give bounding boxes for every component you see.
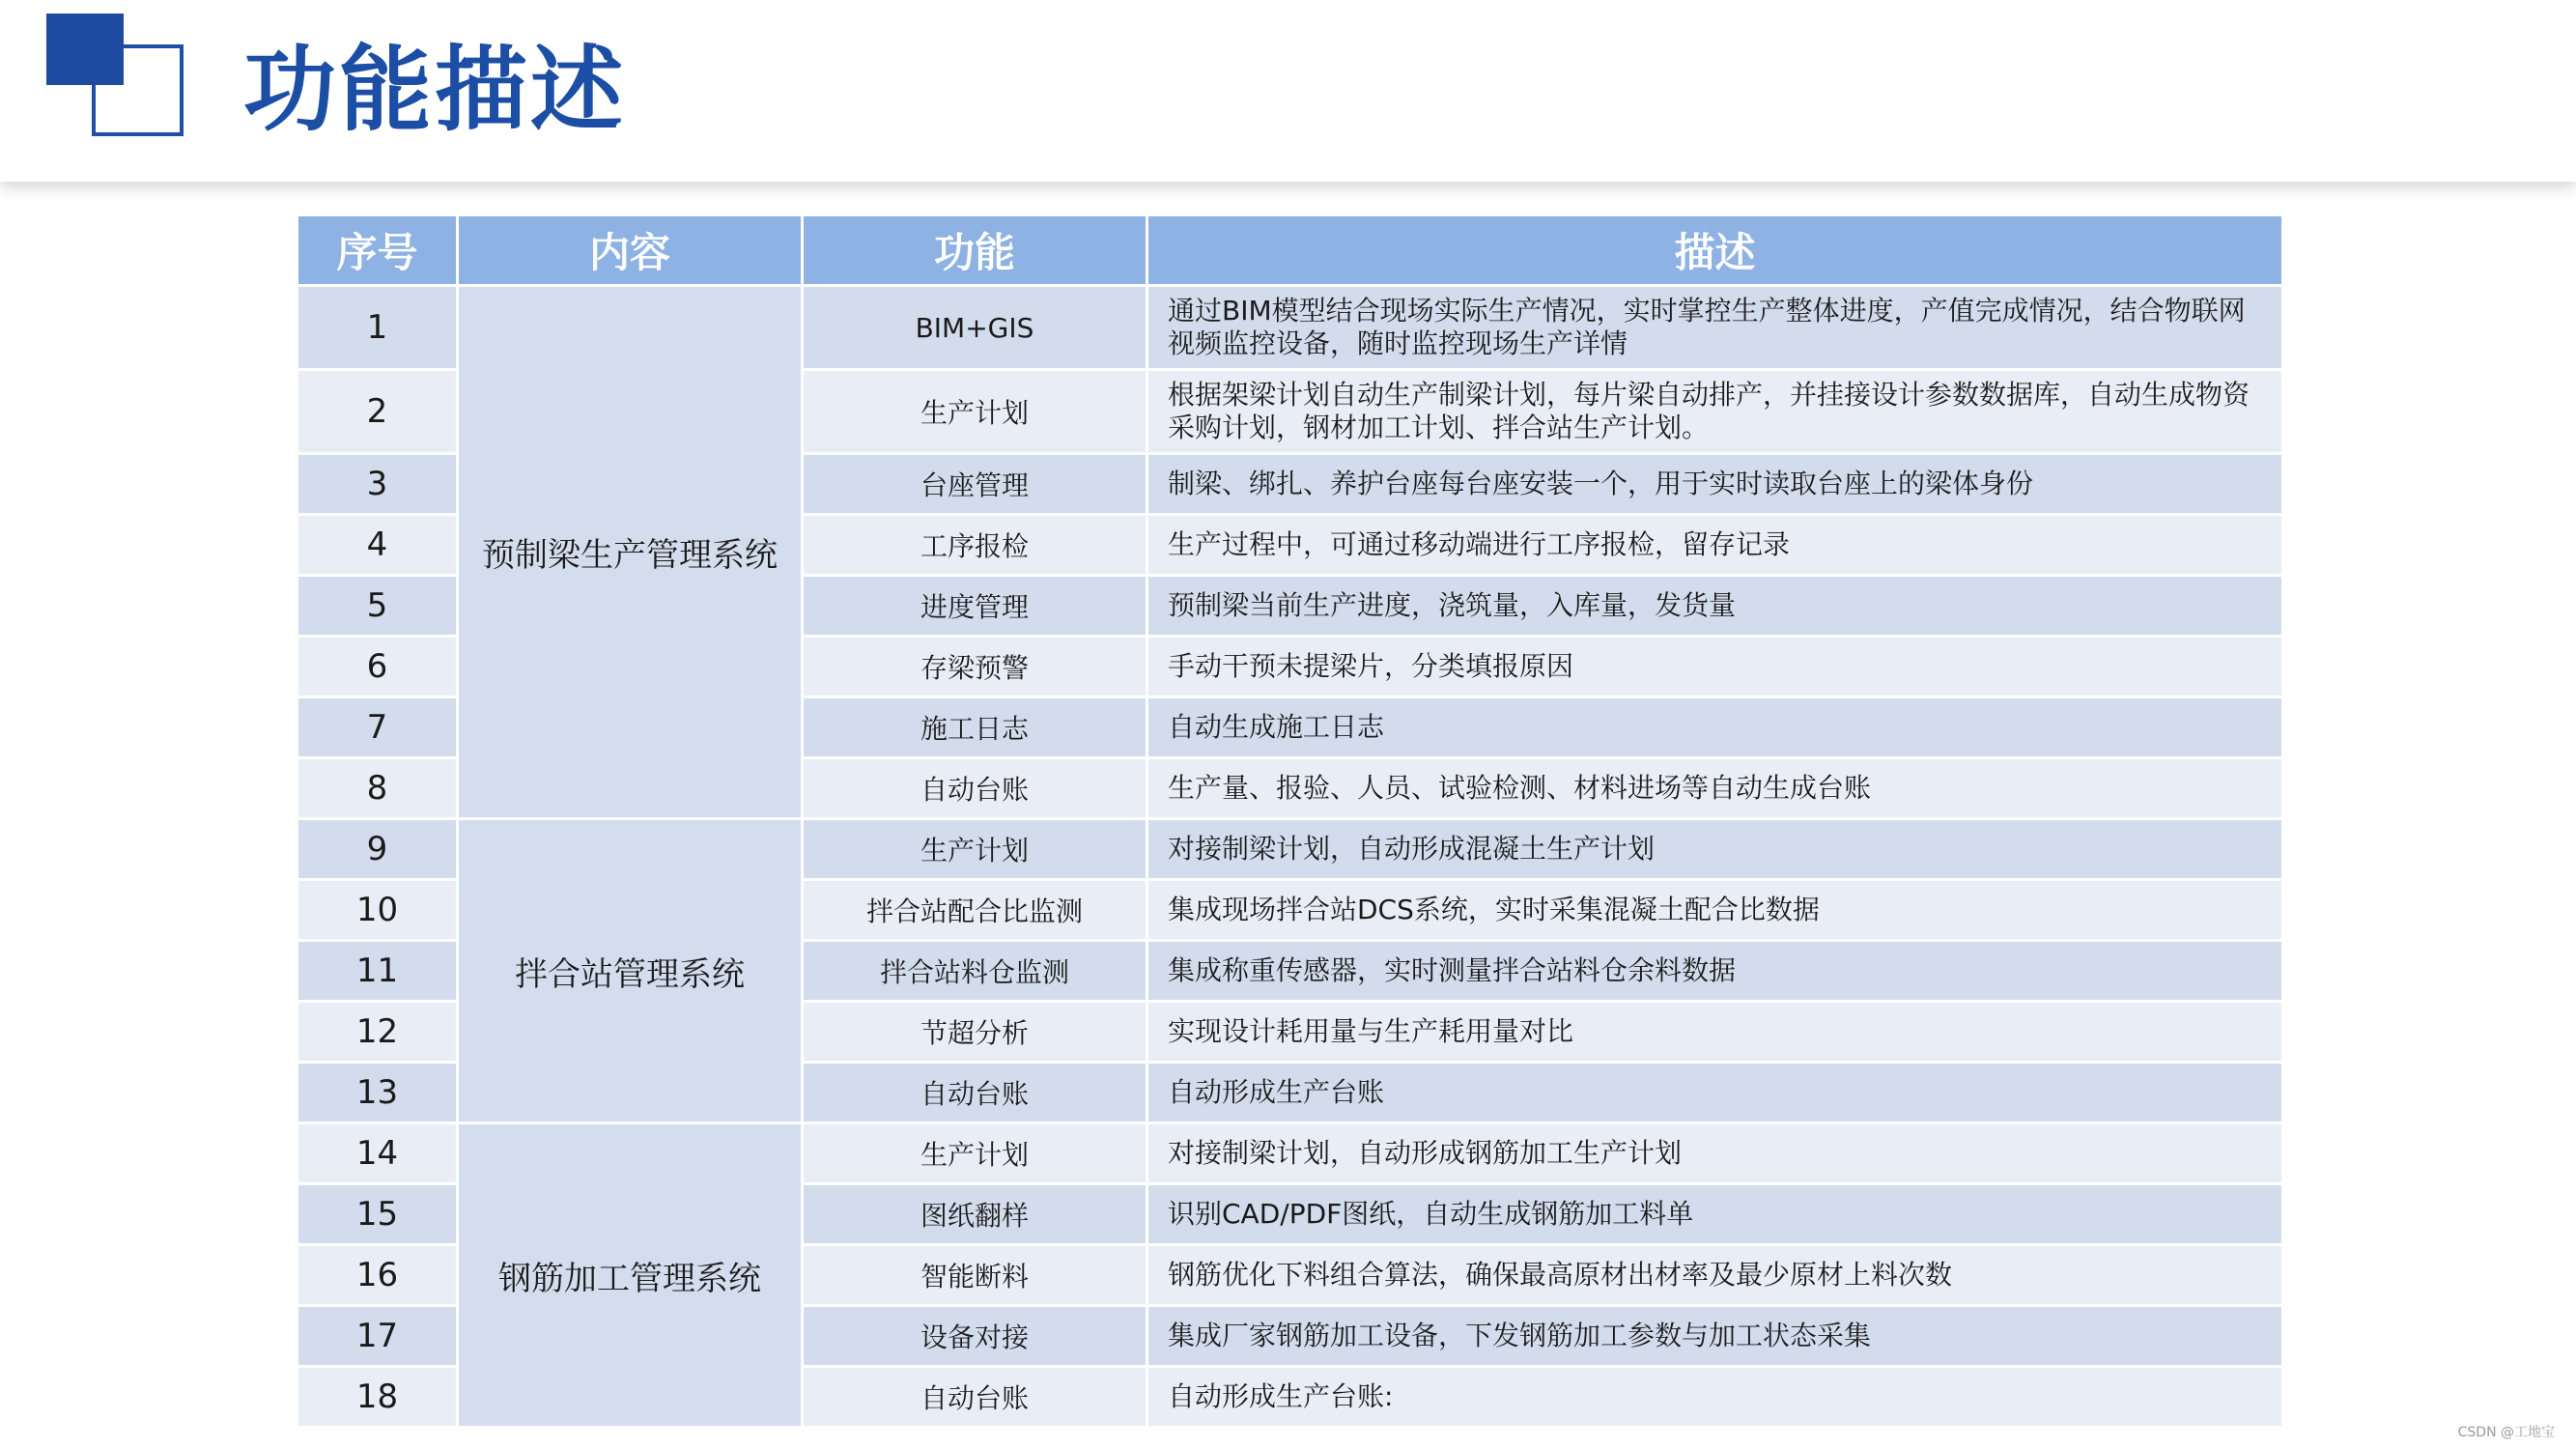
- row-number: 2: [297, 370, 458, 454]
- description-cell: 预制梁当前生产进度，浇筑量，入库量，发货量: [1147, 576, 2283, 637]
- function-cell: 自动台账: [803, 1063, 1147, 1123]
- function-cell: 智能断料: [803, 1245, 1147, 1306]
- content-group: 预制梁生产管理系统: [458, 286, 803, 819]
- description-cell: 集成称重传感器，实时测量拌合站料仓余料数据: [1147, 941, 2283, 1002]
- function-cell: 台座管理: [803, 454, 1147, 515]
- row-number: 3: [297, 454, 458, 515]
- row-number: 16: [297, 1245, 458, 1306]
- row-number: 1: [297, 286, 458, 370]
- content-group: 拌合站管理系统: [458, 819, 803, 1123]
- function-cell: 进度管理: [803, 576, 1147, 637]
- function-cell: 拌合站料仓监测: [803, 941, 1147, 1002]
- row-number: 14: [297, 1123, 458, 1184]
- row-number: 9: [297, 819, 458, 880]
- row-number: 10: [297, 880, 458, 941]
- row-number: 15: [297, 1184, 458, 1245]
- description-cell: 生产量、报验、人员、试验检测、材料进场等自动生成台账: [1147, 758, 2283, 819]
- table-row: [297, 819, 2283, 880]
- header-description: 描述: [1147, 215, 2283, 286]
- function-cell: 工序报检: [803, 515, 1147, 576]
- function-cell: 图纸翻样: [803, 1184, 1147, 1245]
- logo-square-filled: [46, 14, 124, 85]
- header-content: 内容: [458, 215, 803, 286]
- row-number: 4: [297, 515, 458, 576]
- description-cell: 根据架梁计划自动生产制梁计划，每片梁自动排产，并挂接设计参数数据库，自动生成物资采购计划，钢材加工计划、拌合站生产计划。: [1147, 370, 2283, 454]
- description-cell: 自动生成施工日志: [1147, 697, 2283, 758]
- function-cell: 设备对接: [803, 1306, 1147, 1367]
- function-cell: 节超分析: [803, 1002, 1147, 1063]
- table-row: [297, 1123, 2283, 1184]
- row-number: 13: [297, 1063, 458, 1123]
- description-cell: 钢筋优化下料组合算法，确保最高原材出材率及最少原材上料次数: [1147, 1245, 2283, 1306]
- page-title: 功能描述: [243, 36, 626, 144]
- function-cell: 拌合站配合比监测: [803, 880, 1147, 941]
- description-cell: 通过BIM模型结合现场实际生产情况，实时掌控生产整体进度，产值完成情况，结合物联网视频监控设备，随时监控现场生产详情: [1147, 286, 2283, 370]
- row-number: 12: [297, 1002, 458, 1063]
- function-cell: 施工日志: [803, 697, 1147, 758]
- row-number: 11: [297, 941, 458, 1002]
- header-no: 序号: [297, 215, 458, 286]
- function-cell: 生产计划: [803, 370, 1147, 454]
- description-cell: 集成厂家钢筋加工设备，下发钢筋加工参数与加工状态采集: [1147, 1306, 2283, 1367]
- row-number: 7: [297, 697, 458, 758]
- content-group: 钢筋加工管理系统: [458, 1123, 803, 1428]
- function-cell: 自动台账: [803, 758, 1147, 819]
- table-row: [297, 286, 2283, 370]
- title-bar: [0, 0, 2576, 182]
- description-cell: 对接制梁计划，自动形成混凝土生产计划: [1147, 819, 2283, 880]
- watermark: CSDN @工地宝: [2457, 1425, 2555, 1440]
- function-cell: 生产计划: [803, 1123, 1147, 1184]
- row-number: 6: [297, 637, 458, 697]
- row-number: 18: [297, 1367, 458, 1428]
- description-cell: 集成现场拌合站DCS系统，实时采集混凝土配合比数据: [1147, 880, 2283, 941]
- description-cell: 自动形成生产台账:: [1147, 1367, 2283, 1428]
- description-cell: 手动干预未提梁片，分类填报原因: [1147, 637, 2283, 697]
- description-cell: 识别CAD/PDF图纸，自动生成钢筋加工料单: [1147, 1184, 2283, 1245]
- description-cell: 实现设计耗用量与生产耗用量对比: [1147, 1002, 2283, 1063]
- description-cell: 制梁、绑扎、养护台座每台座安装一个，用于实时读取台座上的梁体身份: [1147, 454, 2283, 515]
- description-cell: 对接制梁计划，自动形成钢筋加工生产计划: [1147, 1123, 2283, 1184]
- row-number: 17: [297, 1306, 458, 1367]
- function-cell: 生产计划: [803, 819, 1147, 880]
- function-cell: BIM+GIS: [803, 286, 1147, 370]
- function-table: [296, 213, 2284, 1429]
- table-header-row: [297, 215, 2283, 286]
- description-cell: 生产过程中，可通过移动端进行工序报检，留存记录: [1147, 515, 2283, 576]
- header-function: 功能: [803, 215, 1147, 286]
- description-cell: 自动形成生产台账: [1147, 1063, 2283, 1123]
- function-cell: 自动台账: [803, 1367, 1147, 1428]
- row-number: 5: [297, 576, 458, 637]
- row-number: 8: [297, 758, 458, 819]
- function-cell: 存梁预警: [803, 637, 1147, 697]
